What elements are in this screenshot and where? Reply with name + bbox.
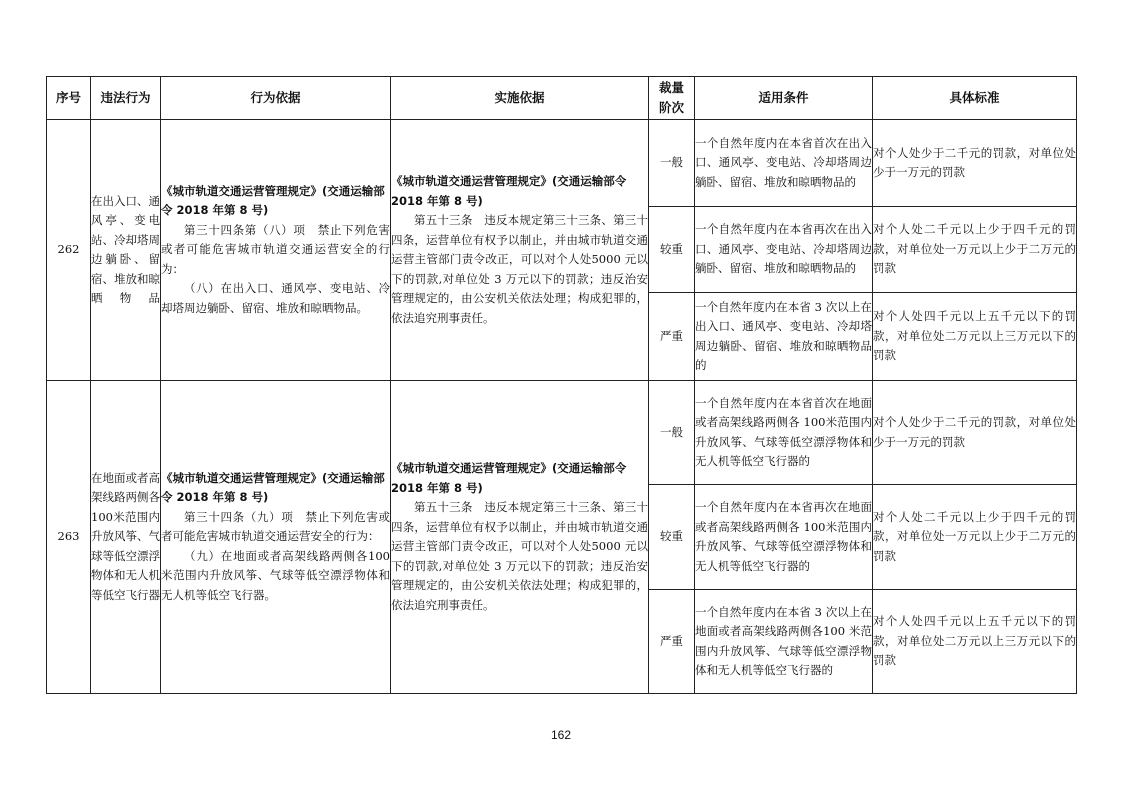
impl-title: 《城市轨道交通运营管理规定》(交通运输部令 2018 年第 8 号) <box>391 174 627 208</box>
impl-cell <box>391 120 649 381</box>
condition-cell: 一个自然年度内在本省首次在出入口、通风亭、变电站、冷却塔周边躺卧、留宿、堆放和晾晒物品的 <box>695 120 873 207</box>
row-number: 263 <box>47 381 91 694</box>
condition-cell: 一个自然年度内在本省再次在地面或者高架线路两侧各 100米范围内升放风筝、气球等低空漂浮物体和无人机等低空飞行器的 <box>695 485 873 590</box>
header-standard: 具体标准 <box>873 77 1077 120</box>
standard-cell: 对个人处少于二千元的罚款，对单位处少于一万元的罚款 <box>873 120 1077 207</box>
level-cell: 较重 <box>649 207 695 293</box>
condition-cell: 一个自然年度内在本省 3 次以上在地面或者高架线路两侧各100 米范围内升放风筝、气球等低空漂浮物体和无人机等低空飞行器的 <box>695 590 873 694</box>
table-row <box>47 120 1077 207</box>
basis-cell <box>161 381 391 694</box>
basis-cell <box>161 120 391 381</box>
penalty-table <box>46 76 1077 694</box>
level-cell: 严重 <box>649 293 695 381</box>
condition-cell: 一个自然年度内在本省首次在地面或者高架线路两侧各 100米范围内升放风筝、气球等低空漂浮物体和无人机等低空飞行器的 <box>695 381 873 485</box>
level-cell: 一般 <box>649 381 695 485</box>
row-number: 262 <box>47 120 91 381</box>
level-cell: 一般 <box>649 120 695 207</box>
page-number: 162 <box>550 728 572 742</box>
standard-cell: 对个人处二千元以上少于四千元的罚款，对单位处一万元以上少于二万元的罚款 <box>873 207 1077 293</box>
header-row <box>47 77 1077 120</box>
impl-clause: 第五十三条 违反本规定第三十三条、第三十四条，运营单位有权予以制止，并由城市轨道交通运营主管部门责令改正，可以对个人处5000 元以下的罚款,对单位处 3 万元以下的罚款；违反治安管理规定的，由公安机关依法处理；构成犯罪的，依法追究刑事责任。 <box>391 213 648 325</box>
basis-item: （九）在地面或者高架线路两侧各100 米范围内升放风筝、气球等低空漂浮物体和无人机等低空飞行器。 <box>161 548 390 602</box>
impl-title: 《城市轨道交通运营管理规定》(交通运输部令 2018 年第 8 号) <box>391 461 627 495</box>
header-seq: 序号 <box>47 77 91 120</box>
standard-cell: 对个人处二千元以上少于四千元的罚款，对单位处一万元以上少于二万元的罚款 <box>873 485 1077 590</box>
level-cell: 严重 <box>649 590 695 694</box>
header-violation: 违法行为 <box>91 77 161 120</box>
header-basis: 行为依据 <box>161 77 391 120</box>
impl-clause: 第五十三条 违反本规定第三十三条、第三十四条，运营单位有权予以制止，并由城市轨道交通运营主管部门责令改正，可以对个人处5000 元以下的罚款,对单位处 3 万元以下的罚款；违反治安管理规定的，由公安机关依法处理；构成犯罪的，依法追究刑事责任。 <box>391 500 648 612</box>
level-cell: 较重 <box>649 485 695 590</box>
basis-item: （八）在出入口、通风亭、变电站、冷却塔周边躺卧、留宿、堆放和晾晒物品。 <box>161 281 390 315</box>
basis-clause: 第三十四条（九）项 禁止下列危害或者可能危害城市轨道交通运营安全的行为： <box>161 509 390 544</box>
violation-cell: 在地面或者高架线路两侧各100米范围内升放风筝、气球等低空漂浮物体和无人机等低空飞行器 <box>91 381 161 694</box>
basis-title: 《城市轨道交通运营管理规定》(交通运输部令 2018 年第 8 号) <box>161 470 385 505</box>
table-row <box>47 381 1077 485</box>
standard-cell: 对个人处四千元以上五千元以下的罚款，对单位处二万元以上三万元以下的罚款 <box>873 590 1077 694</box>
condition-cell: 一个自然年度内在本省 3 次以上在出入口、通风亭、变电站、冷却塔周边躺卧、留宿、堆放和晾晒物品的 <box>695 293 873 381</box>
violation-cell: 在出入口、通风亭、变电站、冷却塔周边躺卧、留宿、堆放和晾晒物品 <box>91 120 161 381</box>
impl-cell <box>391 381 649 694</box>
header-condition: 适用条件 <box>695 77 873 120</box>
standard-cell: 对个人处少于二千元的罚款，对单位处少于一万元的罚款 <box>873 381 1077 485</box>
standard-cell: 对个人处四千元以上五千元以下的罚款，对单位处二万元以上三万元以下的罚款 <box>873 293 1077 381</box>
basis-clause: 第三十四条第（八）项 禁止下列危害或者可能危害城市轨道交通运营安全的行为： <box>161 222 390 276</box>
basis-title: 《城市轨道交通运营管理规定》(交通运输部令 2018 年第 8 号) <box>161 183 385 218</box>
header-impl: 实施依据 <box>391 77 649 120</box>
condition-cell: 一个自然年度内在本省再次在出入口、通风亭、变电站、冷却塔周边躺卧、留宿、堆放和晾晒物品的 <box>695 207 873 293</box>
header-level: 裁量阶次 <box>649 77 695 120</box>
